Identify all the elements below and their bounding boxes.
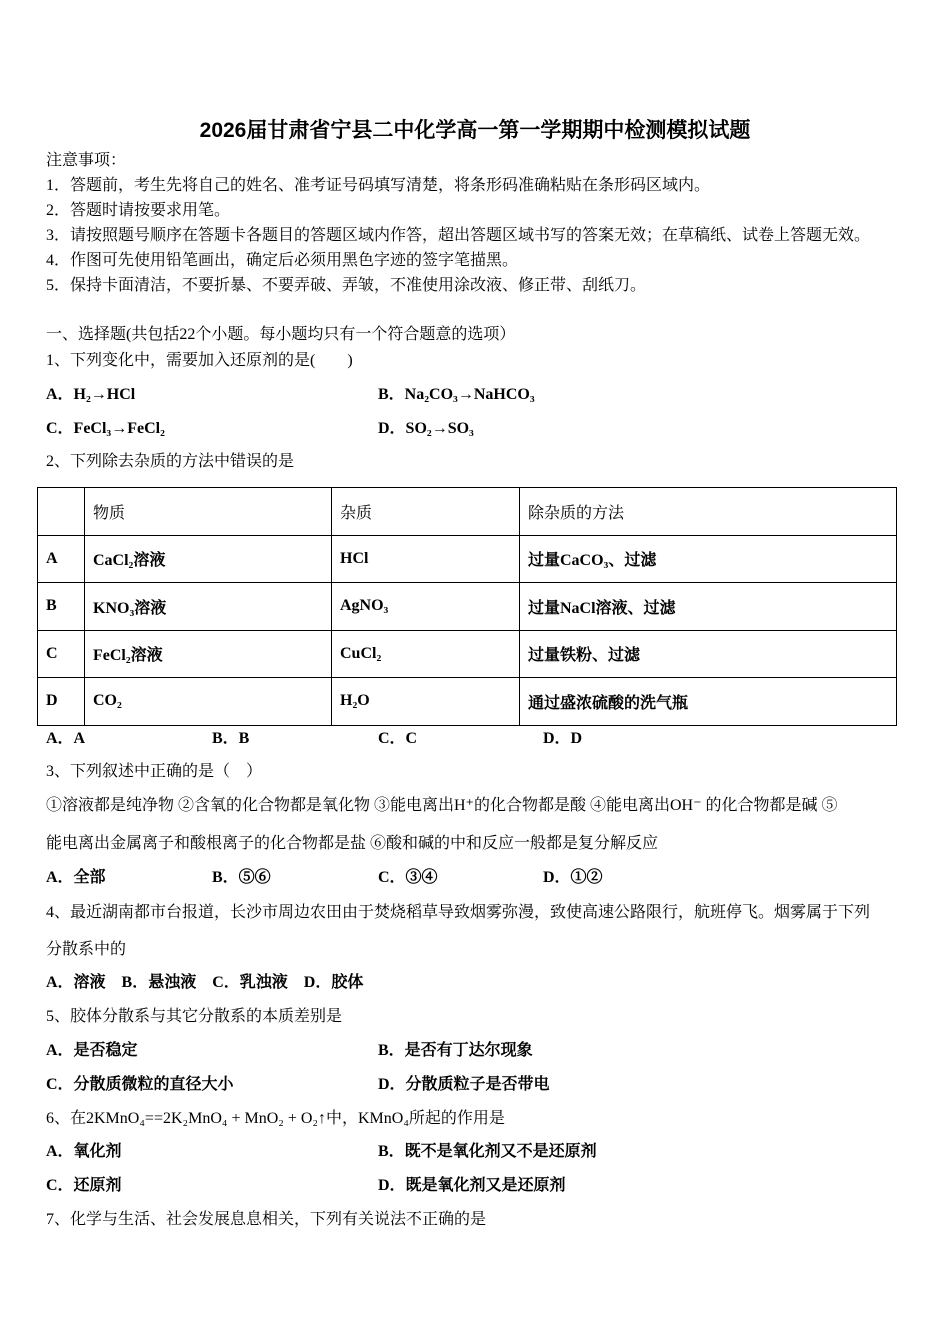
q6-option-c: C．还原剂 bbox=[46, 1177, 122, 1194]
question-1-stem: 1、下列变化中，需要加入还原剂的是( ) bbox=[46, 352, 353, 369]
table-cell: 过量NaCl溶液、过滤 bbox=[520, 583, 897, 631]
table-row bbox=[38, 630, 897, 678]
table-cell: CuCl₂ bbox=[332, 630, 520, 678]
q2-option-b: B．B bbox=[212, 730, 250, 747]
q1-option-b: B．Na₂CO₃→NaHCO₃ bbox=[378, 386, 535, 403]
note-item: 4．作图可先使用铅笔画出，确定后必须用黑色字迹的签字笔描黑。 bbox=[46, 252, 519, 269]
q1-option-d: D．SO₂→SO₃ bbox=[378, 420, 474, 437]
table-cell: B bbox=[38, 583, 85, 631]
table-row bbox=[38, 535, 897, 583]
table-cell: C bbox=[38, 630, 85, 678]
table-cell: A bbox=[38, 535, 85, 583]
note-item: 3．请按照题号顺序在答题卡各题目的答题区域内作答，超出答题区域书写的答案无效；在草稿纸、试卷上答题无效。 bbox=[46, 227, 871, 244]
question-5-stem: 5、胶体分散系与其它分散系的本质差别是 bbox=[46, 1008, 343, 1025]
note-item: 5．保持卡面清洁，不要折暴、不要弄破、弄皱，不准使用涂改液、修正带、刮纸刀。 bbox=[46, 277, 647, 294]
question-3-stem: 3、下列叙述中正确的是（ ） bbox=[46, 763, 263, 780]
q6-option-d: D．既是氧化剂又是还原剂 bbox=[378, 1177, 566, 1194]
question-7-stem: 7、化学与生活、社会发展息息相关，下列有关说法不正确的是 bbox=[46, 1211, 487, 1228]
table-cell: CO₂ bbox=[85, 678, 332, 726]
q5-option-c: C．分散质微粒的直径大小 bbox=[46, 1076, 234, 1093]
table-header-row bbox=[38, 488, 897, 536]
q3-statements-line1: ①溶液都是纯净物 ②含氧的化合物都是氧化物 ③能电离出H⁺的化合物都是酸 ④能电离出OH⁻ 的化合物都是碱 ⑤ bbox=[46, 797, 838, 814]
q4-options: A．溶液 B．悬浊液 C．乳浊液 D．胶体 bbox=[46, 974, 364, 991]
table-cell: CaCl₂溶液 bbox=[85, 535, 332, 583]
q5-option-b: B．是否有丁达尔现象 bbox=[378, 1042, 533, 1059]
table-cell: KNO₃溶液 bbox=[85, 583, 332, 631]
table-cell: H₂O bbox=[332, 678, 520, 726]
table-cell: AgNO₃ bbox=[332, 583, 520, 631]
q3-option-a: A．全部 bbox=[46, 869, 106, 886]
impurity-table bbox=[37, 487, 897, 726]
q5-option-a: A．是否稳定 bbox=[46, 1042, 138, 1059]
note-item: 1．答题前，考生先将自己的姓名、准考证号码填写清楚，将条形码准确粘贴在条形码区域内。 bbox=[46, 177, 711, 194]
page-title: 2026届甘肃省宁县二中化学高一第一学期期中检测模拟试题 bbox=[199, 119, 751, 142]
q2-option-a: A．A bbox=[46, 730, 86, 747]
q6-option-b: B．既不是氧化剂又不是还原剂 bbox=[378, 1143, 597, 1160]
q3-option-c: C．③④ bbox=[378, 869, 438, 886]
q1-option-c: C．FeCl₃→FeCl₂ bbox=[46, 420, 165, 437]
table-header: 杂质 bbox=[332, 488, 520, 536]
question-2-stem: 2、下列除去杂质的方法中错误的是 bbox=[46, 453, 295, 470]
table-cell: 通过盛浓硫酸的洗气瓶 bbox=[520, 678, 897, 726]
section-heading: 一、选择题(共包括22个小题。每小题均只有一个符合题意的选项） bbox=[46, 326, 516, 343]
table-cell: 过量铁粉、过滤 bbox=[520, 630, 897, 678]
table-header: 物质 bbox=[85, 488, 332, 536]
table-cell: FeCl₂溶液 bbox=[85, 630, 332, 678]
table-cell: 过量CaCO₃、过滤 bbox=[520, 535, 897, 583]
question-4-stem-cont: 分散系中的 bbox=[46, 941, 127, 958]
q3-statements-line2: 能电离出金属离子和酸根离子的化合物都是盐 ⑥酸和碱的中和反应一般都是复分解反应 bbox=[46, 835, 659, 852]
q1-option-a: A．H₂→HCl bbox=[46, 386, 136, 403]
table-cell: HCl bbox=[332, 535, 520, 583]
q6-option-a: A．氧化剂 bbox=[46, 1143, 122, 1160]
table-cell: D bbox=[38, 678, 85, 726]
table-row bbox=[38, 583, 897, 631]
table-header: 除杂质的方法 bbox=[520, 488, 897, 536]
question-4-stem: 4、最近湖南都市台报道，长沙市周边农田由于焚烧稻草导致烟雾弥漫，致使高速公路限行，航班停飞。烟雾属于下列 bbox=[46, 904, 871, 921]
q3-option-b: B．⑤⑥ bbox=[212, 869, 271, 886]
q5-option-d: D．分散质粒子是否带电 bbox=[378, 1076, 550, 1093]
question-6-stem: 6、在2KMnO₄==2K₂MnO₄ + MnO₂ + O₂↑中，KMnO₄所起的作用是 bbox=[46, 1110, 505, 1127]
table-row bbox=[38, 678, 897, 726]
table-cell bbox=[38, 488, 85, 536]
q3-option-d: D．①② bbox=[543, 869, 603, 886]
q2-option-c: C．C bbox=[378, 730, 418, 747]
q2-option-d: D．D bbox=[543, 730, 583, 747]
note-item: 2．答题时请按要求用笔。 bbox=[46, 202, 231, 219]
notes-heading: 注意事项： bbox=[46, 152, 127, 169]
